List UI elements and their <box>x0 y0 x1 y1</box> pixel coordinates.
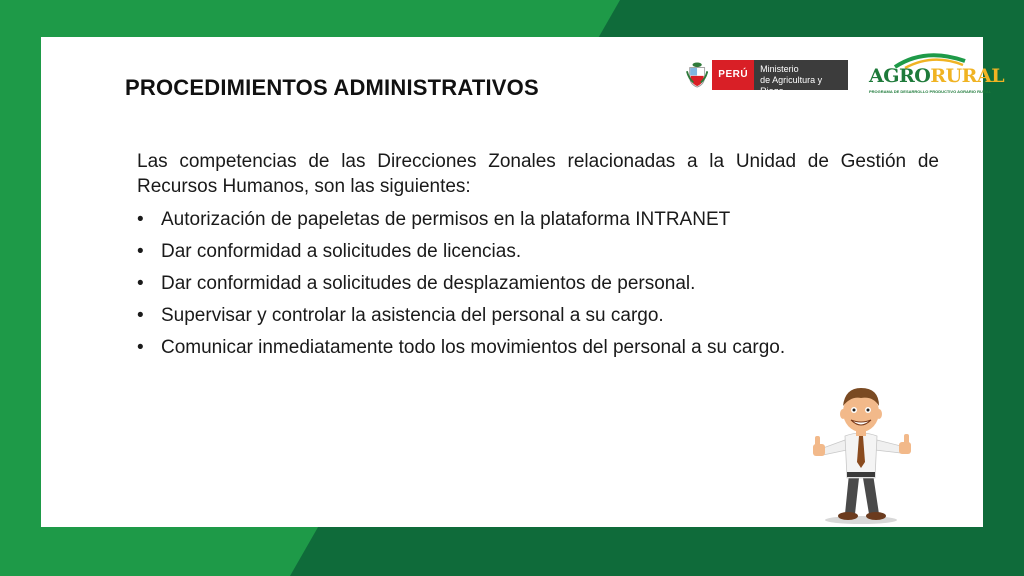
list-item-text: Dar conformidad a solicitudes de licencias. <box>161 241 522 262</box>
coat-of-arms-icon <box>686 61 708 89</box>
list-item-text: Dar conformidad a solicitudes de desplazamientos de personal. <box>161 273 696 294</box>
list-item <box>137 239 939 264</box>
list-item-text: Comunicar inmediatamente todo los movimientos del personal a su cargo. <box>161 337 786 358</box>
bullet-icon: • <box>137 209 144 230</box>
ministry-line-2: de Agricultura y Riego <box>760 75 823 96</box>
list-item <box>137 271 939 296</box>
list-item-text: Autorización de papeletas de permisos en la plataforma INTRANET <box>161 209 731 230</box>
competencies-list <box>137 207 939 360</box>
peru-label: PERÚ <box>712 60 754 90</box>
slide-card <box>41 37 1005 527</box>
ministry-line-1: Ministerio <box>760 64 799 74</box>
agrorural-wordmark <box>869 65 1004 87</box>
list-item-text: Supervisar y controlar la asistencia del personal a su cargo. <box>161 305 664 326</box>
bullet-icon: • <box>137 337 144 358</box>
agrorural-logo <box>865 51 1005 99</box>
agro-text: AGRO <box>869 65 931 87</box>
slide-title: PROCEDIMIENTOS ADMINISTRATIVOS <box>125 75 539 100</box>
rural-text: RURAL <box>930 65 1005 87</box>
bullet-icon: • <box>137 241 144 262</box>
intro-paragraph: Las competencias de las Direcciones Zonales relacionadas a la Unidad de Gestión de Recursos Humanos, son las siguientes: <box>137 151 939 197</box>
list-item <box>137 303 939 328</box>
ministry-label <box>754 60 848 96</box>
agrorural-subtitle: PROGRAMA DE DESARROLLO PRODUCTIVO AGRARIO RURAL <box>869 89 992 94</box>
bullet-icon: • <box>137 273 144 294</box>
peru-ministry-logo <box>686 58 848 96</box>
slide-body <box>137 149 939 367</box>
list-item <box>137 335 939 360</box>
bullet-icon: • <box>137 305 144 326</box>
list-item <box>137 207 939 232</box>
thumbs-up-businessman-icon <box>793 382 923 527</box>
